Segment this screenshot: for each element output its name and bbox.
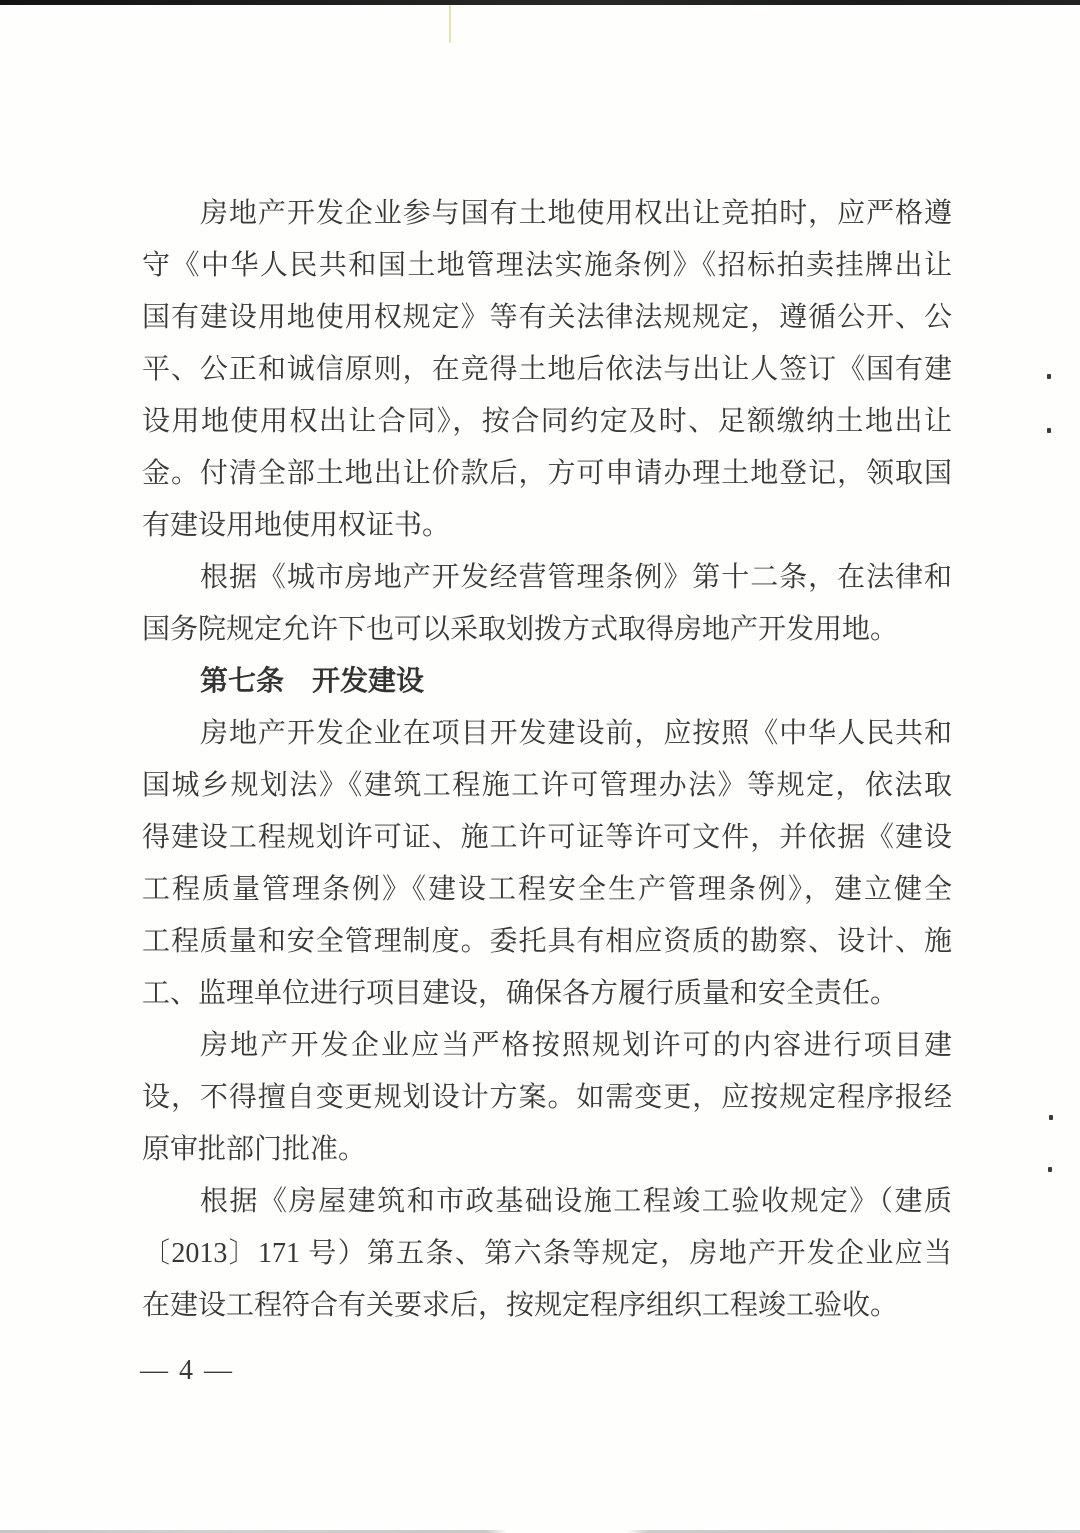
page-number: — 4 — — [140, 1355, 234, 1386]
text-line: 有建设用地使用权证书。 — [142, 510, 451, 541]
text-line: 〔2013〕171 号）第五条、第六条等规定，房地产开发企业应当 — [142, 1238, 952, 1269]
text-line: 设，不得擅自变更规划设计方案。如需变更，应按规定程序报经 — [142, 1082, 952, 1113]
text-line: 房地产开发企业参与国有土地使用权出让竞拍时，应严格遵 — [200, 198, 952, 229]
scan-line-artifact — [449, 5, 451, 43]
scan-edge-top-artifact — [0, 0, 1080, 5]
scan-speckle — [1048, 1167, 1052, 1172]
text-line: 守《中华人民共和国土地管理法实施条例》《招标拍卖挂牌出让 — [142, 250, 952, 281]
text-line: 平、公正和诚信原则，在竞得土地后依法与出让人签订《国有建 — [142, 354, 952, 385]
text-line: 得建设工程规划许可证、施工许可证等许可文件，并依据《建设 — [142, 822, 952, 853]
text-line: 工程质量和安全管理制度。委托具有相应资质的勘察、设计、施 — [142, 926, 952, 957]
scan-speckle — [1049, 1115, 1053, 1120]
text-line: 工程质量管理条例》《建设工程安全生产管理条例》，建立健全 — [142, 874, 952, 905]
scan-speckle — [1047, 374, 1051, 379]
text-line: 国城乡规划法》《建筑工程施工许可管理办法》等规定，依法取 — [142, 770, 952, 801]
text-line: 在建设工程符合有关要求后，按规定程序组织工程竣工验收。 — [142, 1290, 899, 1321]
text-line: 原审批部门批准。 — [142, 1134, 367, 1165]
text-line: 房地产开发企业在项目开发建设前，应按照《中华人民共和 — [200, 718, 952, 749]
text-line: 工、监理单位进行项目建设，确保各方履行质量和安全责任。 — [142, 978, 899, 1009]
text-line: 金。付清全部土地出让价款后，方可申请办理土地登记，领取国 — [142, 458, 952, 489]
text-line: 国务院规定允许下也可以采取划拨方式取得房地产开发用地。 — [142, 614, 899, 645]
text-line: 设用地使用权出让合同》，按合同约定及时、足额缴纳土地出让 — [142, 406, 952, 437]
document-body — [142, 188, 952, 1332]
text-line: 根据《城市房地产开发经营管理条例》第十二条，在法律和 — [200, 562, 952, 593]
scan-speckle — [1047, 428, 1051, 433]
text-line: 房地产开发企业应当严格按照规划许可的内容进行项目建 — [200, 1030, 952, 1061]
text-line: 国有建设用地使用权规定》等有关法律法规规定，遵循公开、公 — [142, 302, 952, 333]
section-heading: 第七条 开发建设 — [200, 666, 425, 697]
text-line: 根据《房屋建筑和市政基础设施工程竣工验收规定》（建质 — [200, 1186, 952, 1217]
